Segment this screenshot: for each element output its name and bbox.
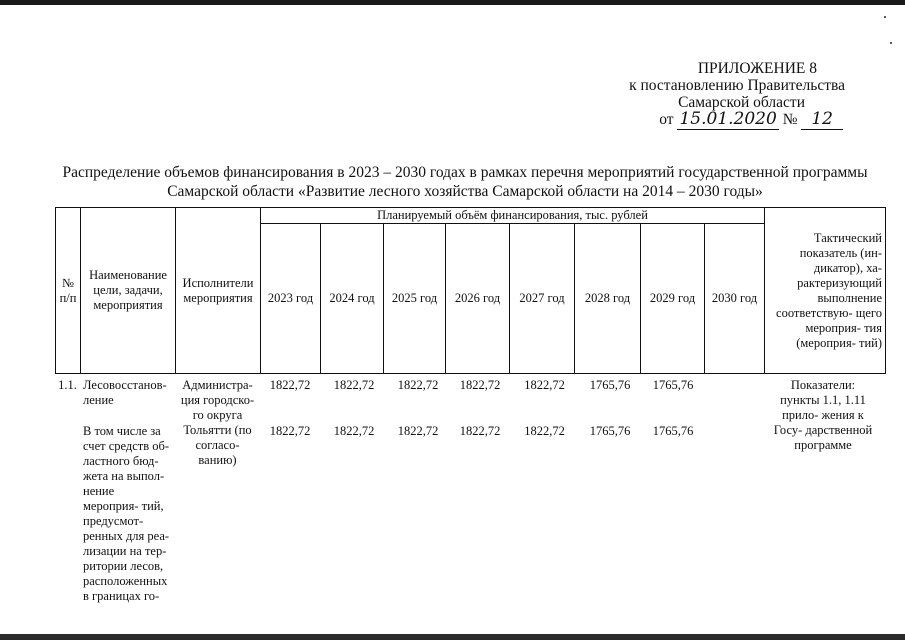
- row-name: Лесовосстанов- ление: [83, 378, 167, 407]
- value-2029: 1765,76: [652, 424, 694, 438]
- value-2026: 1822,72: [459, 424, 501, 438]
- header-year-2024: 2024 год: [321, 224, 384, 374]
- header-year-2027: 2027 год: [510, 224, 575, 374]
- value-2028: 1765,76: [589, 424, 631, 438]
- row-indicator: Показатели: пункты 1.1, 1.11 прило- жения к Госу- дарственной программе: [773, 378, 873, 452]
- appendix-line-resolution: к постановлению Правительства: [629, 77, 845, 94]
- scan-speck: [890, 42, 892, 44]
- header-executors: Исполнители мероприятия: [176, 208, 261, 374]
- value-2027: 1822,72: [524, 378, 565, 392]
- value-2026: 1822,72: [459, 378, 501, 392]
- value-2028: 1765,76: [589, 378, 631, 392]
- header-name: Наименование цели, задачи, мероприятия: [81, 208, 176, 374]
- appendix-line-region: Самарской области: [678, 94, 805, 111]
- date-prefix: от: [659, 111, 674, 128]
- value-2025: 1822,72: [397, 424, 439, 438]
- header-number: № п/п: [56, 208, 81, 374]
- header-indicator: Тактический показатель (ин- дикатор), ха- рактеризующий выполнение соответствую- щего мероприя- тия (мероприя- тий): [765, 208, 886, 374]
- row-number: 1.1.: [58, 378, 77, 392]
- header-year-2025: 2025 год: [384, 224, 446, 374]
- row-executor: Администра- ция городско- го округа Тольятти (по согласо- ванию): [180, 378, 255, 467]
- header-year-2029: 2029 год: [641, 224, 705, 374]
- appendix-title: ПРИЛОЖЕНИЕ 8: [697, 60, 817, 77]
- financing-table-header: [55, 207, 886, 374]
- value-2024: 1822,72: [333, 378, 375, 392]
- handwritten-date: 15.01.2020: [679, 109, 777, 129]
- document-title-line2: Самарской области «Развитие лесного хозяйства Самарской области на 2014 – 2030 годы»: [167, 183, 763, 200]
- scan-edge-bottom: [0, 634, 905, 640]
- header-year-2030: 2030 год: [705, 224, 765, 374]
- header-year-2026: 2026 год: [446, 224, 510, 374]
- row-name-subitem: В том числе за счет средств об- ластного бюд- жета на выпол- нение мероприя- тий, предусмот- ренных для реа- лизации на тер- ритории лесов, расположенных в границах го-: [83, 424, 170, 603]
- document-title-line1: Распределение объемов финансирования в 2023 – 2030 годах в рамках перечня мероприятий государственной программы: [62, 164, 868, 181]
- header-planned-financing: Планируемый объём финансирования, тыс. рублей: [261, 208, 765, 224]
- value-2029: 1765,76: [652, 378, 694, 392]
- number-prefix: №: [782, 111, 798, 128]
- header-year-2028: 2028 год: [575, 224, 641, 374]
- value-2024: 1822,72: [333, 424, 375, 438]
- value-2025: 1822,72: [397, 378, 439, 392]
- handwritten-number: 12: [801, 109, 843, 130]
- appendix-block: [585, 60, 845, 128]
- value-2023: 1822,72: [269, 424, 311, 438]
- appendix-date-line: [585, 111, 845, 128]
- header-year-2023: 2023 год: [261, 224, 321, 374]
- table-body: [55, 374, 885, 614]
- scan-speck: [884, 16, 886, 18]
- value-2027: 1822,72: [524, 424, 565, 438]
- value-2023: 1822,72: [269, 378, 311, 392]
- document-title: [40, 163, 890, 201]
- scan-edge-top: [0, 0, 905, 5]
